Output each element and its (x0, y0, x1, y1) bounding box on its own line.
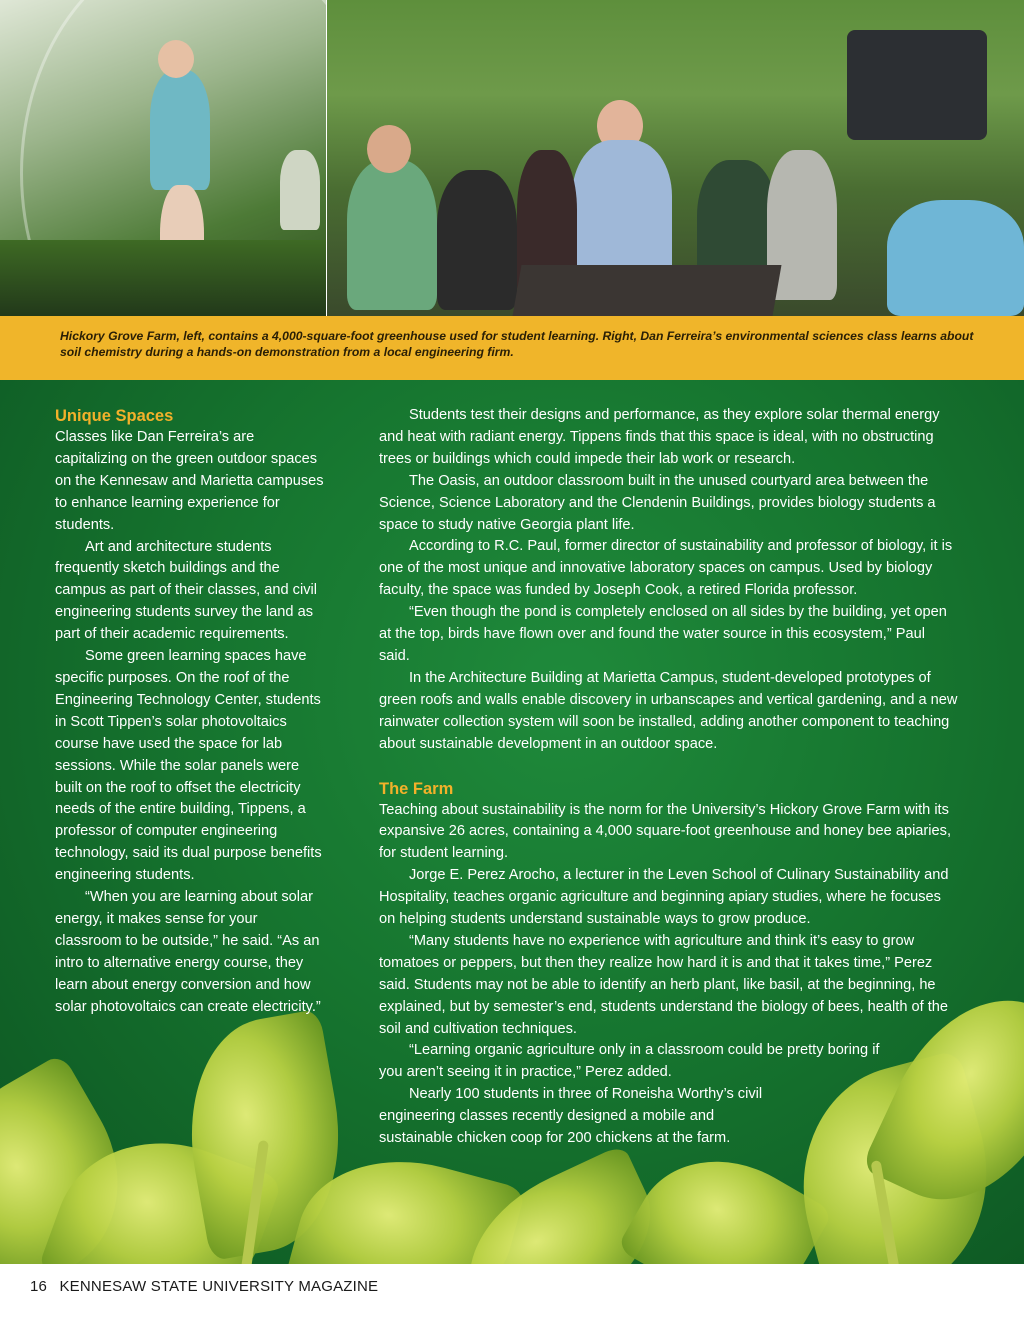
student-figure (437, 170, 517, 310)
body-paragraph: “Learning organic agriculture only in a classroom could be pretty boring if you aren’t seeing it in practice,” Perez added. (379, 1042, 880, 1081)
plant-beds (0, 240, 326, 316)
greenhouse-photo (0, 0, 326, 316)
body-paragraph: According to R.C. Paul, former director of sustainability and professor of biology, it is one of the most unique and innovative laboratory spaces on campus. Used by biology faculty, the space was funded by Joseph Cook, a retired Florida professor. (379, 538, 953, 599)
body-paragraph: “Even though the pond is completely enclosed on all sides by the building, yet open at the top, birds have flown over and found the water source in this ecosystem,” Paul said. (379, 604, 947, 664)
body-paragraph: Art and architecture students frequently sketch buildings and the campus as part of their classes, and civil engineering students survey the land as part of their academic requirements. (55, 538, 317, 643)
body-paragraph: Students test their designs and performance, as they explore solar thermal energy and heat with radiant energy. Tippens finds that this space is ideal, with no obstructing trees or buildings which could impede their lab work or research. (379, 407, 940, 467)
page-footer (30, 1278, 378, 1295)
photo-caption: Hickory Grove Farm, left, contains a 4,000-square-foot greenhouse used for student learning. Right, Dan Ferreira’s environmental sciences class learns about soil chemistry during a hands-on demonstration from a local engineering firm. (60, 329, 974, 359)
student-head (367, 125, 411, 173)
body-paragraph: Some green learning spaces have specific purposes. On the roof of the Engineering Technology Center, students in Scott Tippen’s solar photovoltaics course have used the space for lab sessions. While the solar panels were built on the roof to offset the electricity needs of the entire building, Tippens, a professor of computer engineering technology, said its dual purpose benefits engineering students. (55, 648, 322, 884)
body-paragraph: Nearly 100 students in three of Roneisha Worthy’s civil engineering classes recently designed a mobile and sustainable chicken coop for 200 chickens at the farm. (379, 1086, 763, 1147)
caption-band (0, 316, 1024, 380)
class-demonstration-photo (327, 0, 1024, 316)
body-paragraph: “Many students have no experience with agriculture and think it’s easy to grow tomatoes or peppers, but then they realize how hard it is and that it takes time,” Perez said. Students may not be able to identify an herb plant, like basil, at the beginning, he explained, but by semester’s end, students understand the biology of bees, health of the soil and cultivation techniques. (379, 932, 948, 1037)
section-gap (379, 756, 959, 778)
student-head (158, 40, 194, 78)
instructor-figure (572, 140, 672, 280)
left-column (55, 405, 325, 1018)
student-figure (887, 200, 1024, 316)
body-paragraph: The Oasis, an outdoor classroom built in the unused courtyard area between the Science, Science Laboratory and the Clendenin Buildings, provides biology students a space to study native Georgia plant life. (379, 472, 936, 533)
student-figure (347, 160, 437, 310)
publication-name: KENNESAW STATE UNIVERSITY MAGAZINE (59, 1278, 379, 1295)
right-column (379, 405, 959, 1150)
worker-figure (280, 150, 320, 230)
soil-core-table (513, 265, 782, 316)
section-heading-the-farm: The Farm (379, 779, 454, 798)
body-paragraph: Jorge E. Perez Arocho, a lecturer in the Leven School of Culinary Sustainability and Hospitality, teaches organic agriculture and beginning apiary studies, where he focuses on helping students understand sustainable ways to grow produce. (379, 867, 949, 928)
body-paragraph: Teaching about sustainability is the norm for the University’s Hickory Grove Farm with its expansive 26 acres, containing a 4,000 square-foot greenhouse and honey bee apiaries, for student learning. (379, 801, 951, 862)
truck (847, 30, 987, 140)
page-number: 16 (30, 1278, 48, 1295)
body-paragraph: “When you are learning about solar energy, it makes sense for your classroom to be outside,” he said. “As an intro to alternative energy course, they learn about energy conversion and how solar photovoltaics can create electricity.” (55, 889, 321, 1015)
body-paragraph: In the Architecture Building at Marietta Campus, student-developed prototypes of green roofs and walls enable discovery in urbanscapes and vertical gardening, and a new rainwater collection system will soon be installed, adding another component to teaching about sustainable development in an outdoor space. (379, 669, 958, 752)
section-heading-unique-spaces: Unique Spaces (55, 407, 174, 425)
body-paragraph: Classes like Dan Ferreira’s are capitalizing on the green outdoor spaces on the Kennesaw and Marietta campuses to enhance learning experience for students. (55, 429, 324, 533)
student-figure (150, 70, 210, 190)
